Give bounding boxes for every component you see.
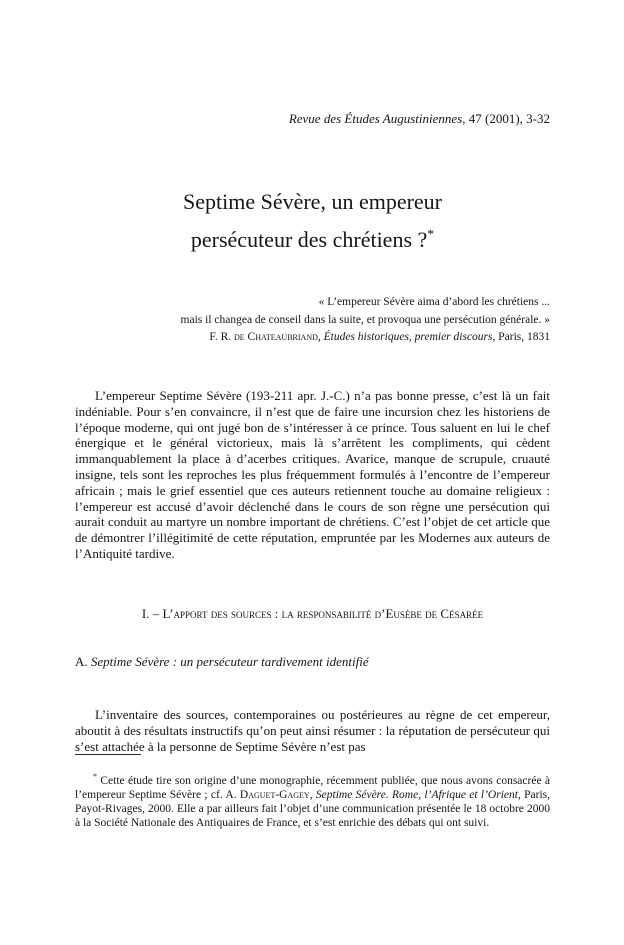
title-line-2: persécuteur des chrétiens ? — [190, 227, 428, 252]
footnote-work: Septime Sévère. Rome, l’Afrique et l’Orient — [315, 788, 518, 801]
attribution-separator: , — [317, 331, 324, 344]
subsection-heading — [75, 654, 550, 670]
footnote-rule — [75, 754, 141, 755]
journal-citation: , 47 (2001), 3-32 — [462, 111, 550, 126]
attribution-author: de Chateaubriand — [234, 331, 318, 344]
footnote-marker: * — [93, 771, 98, 781]
body-paragraph: L’inventaire des sources, contemporaines ou postérieures au règne de cet empereur, aboutit à des résultats instructifs qu’on peut ainsi résumer : la réputation de persécuteur qui s’est attachée à la personne de Septime Sévère n’est pas — [75, 707, 550, 754]
section-title-smallcaps: apport des sources : la responsabilité d’Eusèbe de Césarée — [173, 606, 484, 621]
epigraph-line-1: « L’empereur Sévère aima d’abord les chrétiens ... — [318, 296, 550, 308]
epigraph — [75, 294, 550, 347]
intro-paragraph: L’empereur Septime Sévère (193-211 apr. J.-C.) n’a pas bonne presse, c’est là un fait indéniable. Pour s’en convaincre, il n’est que de faire une incursion chez les historiens de l’époque moderne, qui ont jugé bon de s’intéresser à ce prince. Tous saluent en lui le chef énergique et le général victorieux, mais là s’arrêtent les compliments, qui cèdent immanquablement la place à d’acerbes critiques. Avarice, manque de scrupule, cruauté insigne, tels sont les reproches les plus fréquemment formulés à l’encontre de l’empereur africain ; mais le grief essentiel que ces auteurs retiennent touche au domaine religieux : l’empereur est accusé d’avoir déclenché dans le cours de son règne une persécution qui aurait conduit au martyre un nombre important de chrétiens. C’est l’objet de cet article que de démontrer l’illégitimité de cette réputation, empruntée par les Modernes aux auteurs de l’Antiquité tardive. — [75, 388, 550, 561]
footnote-text-1: Cette étude tire son origine d’une monographie, récemment publiée, que nous avons consacrée à l’empereur Septime Sévère ; cf. A. — [75, 774, 550, 801]
epigraph-line-2: mais il changea de conseil dans la suite, et provoqua une persécution générale. » — [180, 313, 550, 326]
article-title — [75, 183, 550, 259]
title-line-1: Septime Sévère, un empereur — [182, 189, 442, 214]
journal-title: Revue des Études Augustiniennes — [288, 111, 463, 126]
attribution-work: Études historiques, premier discours — [323, 331, 493, 344]
footnote-author: Daguet-Gagey — [239, 788, 310, 801]
subsection-title: Septime Sévère : un persécuteur tardivement identifié — [90, 654, 369, 669]
footnote — [75, 771, 551, 830]
attribution-prefix: F. R. — [209, 331, 234, 344]
journal-header — [289, 111, 550, 127]
footnote-separator: , — [309, 788, 316, 801]
section-heading — [75, 606, 550, 622]
section-numeral: I. – L’ — [141, 606, 174, 621]
subsection-label: A. — [75, 654, 91, 669]
attribution-tail: , Paris, 1831 — [492, 331, 550, 344]
epigraph-attribution — [75, 329, 550, 347]
footnote-text-2: , Paris, Payot-Rivages, 2000. Elle a par ailleurs fait l’objet d’une communication présentée le 18 octobre 2000 à la Société Nationale des Antiquaires de France, et s’est enrichie des débats qui ont suivi. — [75, 788, 551, 829]
title-asterisk: * — [427, 226, 435, 242]
